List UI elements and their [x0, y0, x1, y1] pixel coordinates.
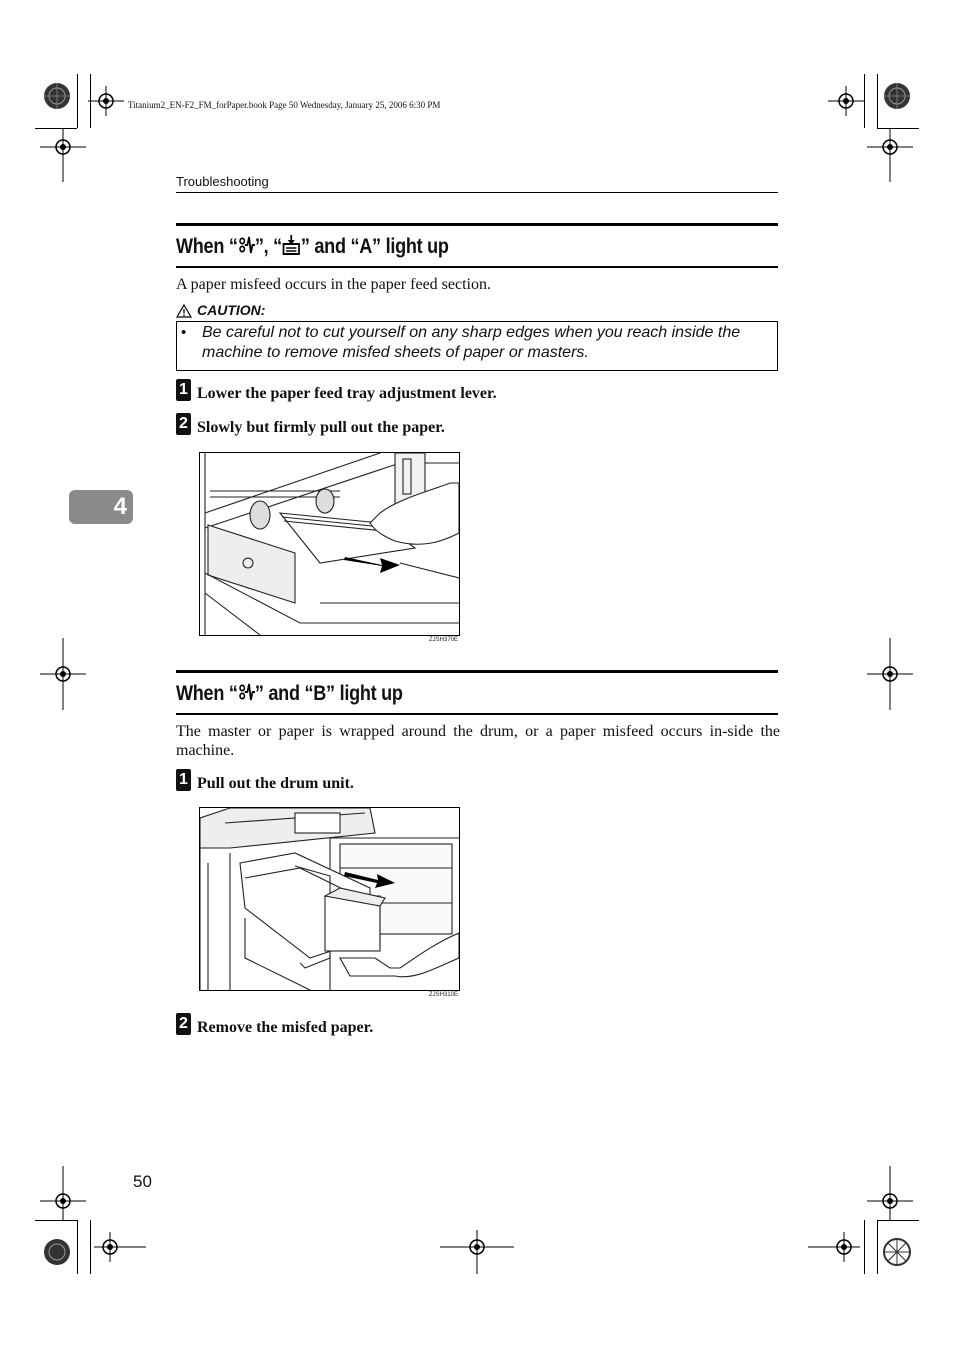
paper-feed-tray-icon	[282, 234, 301, 256]
caution-bullet: •	[181, 324, 187, 341]
registration-mark-icon	[40, 76, 74, 116]
page-number: 50	[133, 1172, 152, 1191]
registration-mark-icon	[880, 1232, 914, 1272]
step-number: 1	[176, 379, 191, 401]
crosshair-icon	[867, 128, 913, 182]
section-heading-text: When “ ” and “B” light up	[176, 682, 403, 705]
drum-unit-drawing	[200, 808, 459, 990]
crosshair-icon	[88, 86, 124, 116]
crosshair-icon	[808, 1232, 860, 1262]
crosshair-icon	[40, 128, 86, 182]
caution-title: CAUTION:	[197, 302, 266, 318]
paper-feed-illustration	[199, 452, 460, 636]
book-slug-line: Titanium2_EN-F2_FM_forPaper.book Page 50 Wednesday, January 25, 2006 6:30 PM	[128, 100, 441, 110]
section-heading-text: When “ ”, “ ” and “A” light up	[176, 235, 449, 258]
crosshair-icon	[440, 1230, 514, 1274]
crosshair-icon	[828, 86, 864, 116]
caution-text: Be careful not to cut yourself on any sharp edges when you reach inside the machine to remove misfed sheets of paper or masters.	[202, 324, 741, 361]
running-head-rule	[176, 192, 778, 193]
step-text: Remove the misfed paper.	[197, 1019, 374, 1036]
section-intro: The master or paper is wrapped around the drum, or a paper misfeed occurs in-side the machine.	[176, 723, 780, 759]
paper-feed-drawing	[200, 453, 459, 635]
figure-code: ZJSH310E	[429, 992, 459, 998]
step-text: Pull out the drum unit.	[197, 775, 354, 792]
registration-mark-icon	[40, 1232, 74, 1272]
section-intro: A paper misfeed occurs in the paper feed section.	[176, 276, 491, 293]
chapter-tab: 4	[69, 490, 133, 524]
step-number: 2	[176, 1013, 191, 1035]
step-text: Lower the paper feed tray adjustment lever.	[197, 385, 497, 402]
figure-code: ZJSH370E	[429, 637, 459, 643]
section-heading	[176, 223, 778, 268]
misfeed-icon	[238, 234, 255, 256]
step-number: 2	[176, 413, 191, 435]
step-number: 1	[176, 769, 191, 791]
running-head: Troubleshooting	[176, 174, 269, 189]
crosshair-icon	[867, 638, 913, 710]
drum-unit-illustration	[199, 807, 460, 991]
registration-mark-icon	[880, 76, 914, 116]
crosshair-icon	[94, 1232, 146, 1262]
crosshair-icon	[867, 1166, 913, 1220]
misfeed-icon	[238, 681, 255, 703]
section-heading	[176, 670, 778, 715]
caution-triangle-icon	[176, 304, 192, 318]
crosshair-icon	[40, 638, 86, 710]
step-text: Slowly but firmly pull out the paper.	[197, 419, 445, 436]
crosshair-icon	[40, 1166, 86, 1220]
